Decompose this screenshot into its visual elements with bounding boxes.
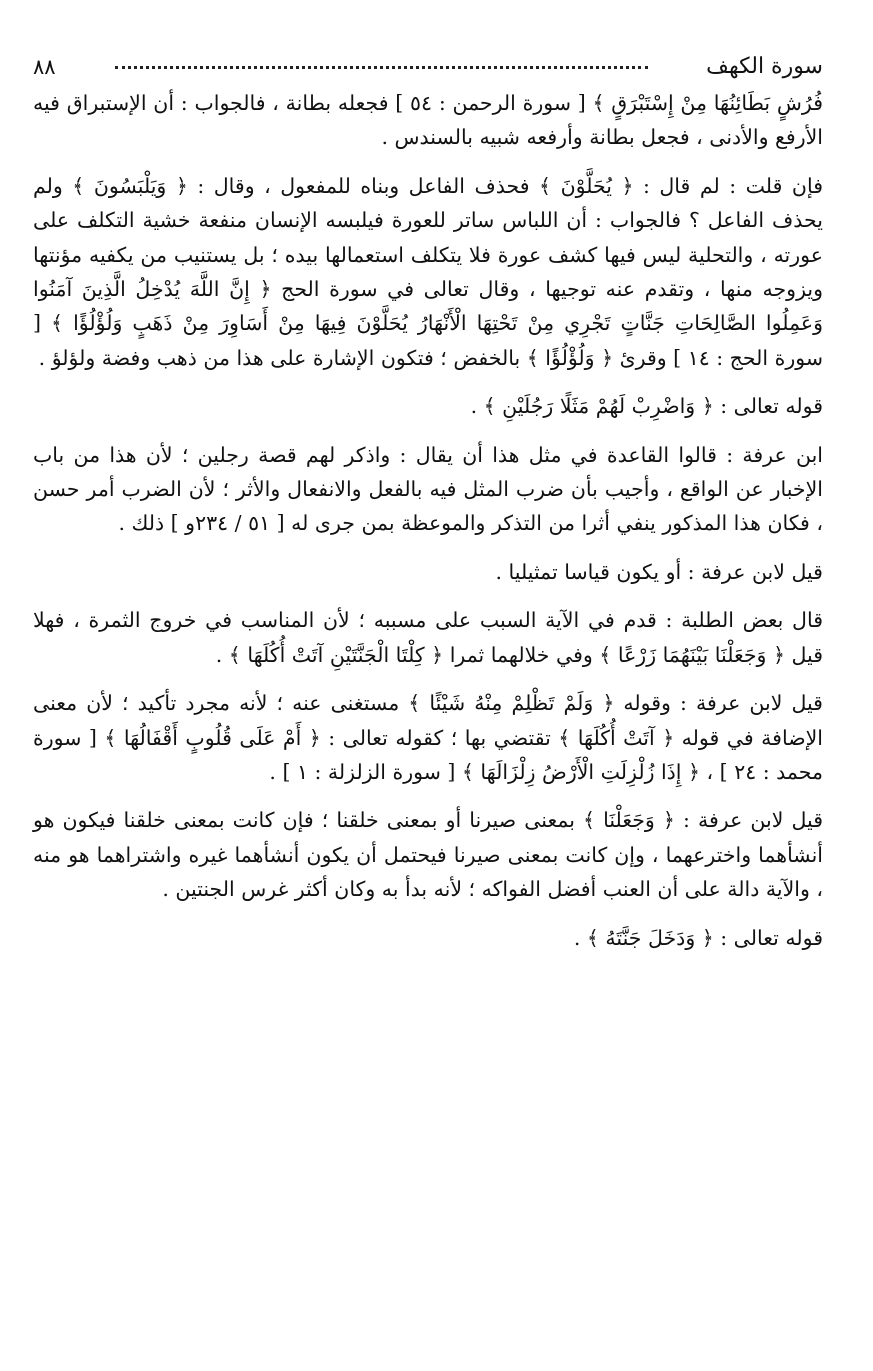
page-header [33, 52, 823, 86]
paragraph-emphasis: قيل لابن عرفة : وقوله ﴿ وَلَمْ تَظْلِمْ مِنْهُ شَيْئًا ﴾ مستغنى عنه ؛ لأنه مجرد تأكيد ؛ لأن معنى الإضافة في قوله ﴿ آتَتْ أُكُلَهَا ﴾ تقتضي بها ؛ كقوله تعالى : ﴿ أَمْ عَلَى قُلُوبٍ أَقْفَالُهَا ﴾ [ سورة محمد : ٢٤ ] ، ﴿ إِذَا زُلْزِلَتِ الْأَرْضُ زِلْزَالَهَا ﴾ [ سورة الزلزلة : ١ ] . [33, 691, 823, 784]
paragraph-ibn-arafa: ابن عرفة : قالوا القاعدة في مثل هذا أن يقال : واذكر لهم قصة رجلين ؛ لأن هذا من باب الإخبار عن الواقع ، وأجيب بأن ضرب المثل فيه بالفعل والانفعال والأثر ؛ لأن الضرب أمر حسن ، فكان هذا المذكور ينفي أثرا من التذكر والموعظة بمن جرى له [ ٥١ / ٢٣٤و ] ذلك . [33, 442, 823, 536]
paragraph-students: قال بعض الطلبة : قدم في الآية السبب على مسببه ؛ لأن المناسب في خروج الثمرة ، فهلا قيل ﴿ وَجَعَلْنَا بَيْنَهُمَا زَرْعًا ﴾ وفي خلالهما ثمرا ﴿ كِلْتَا الْجَنَّتَيْنِ آتَتْ أُكُلَهَا ﴾ . [33, 608, 823, 667]
paragraph-continuation: فُرُشٍ بَطَائِنُهَا مِنْ إِسْتَبْرَقٍ ﴾ [ سورة الرحمن : ٥٤ ] فجعله بطانة ، فالجواب : أن الإستبراق فيه الأرفع والأدنى ، فجعل بطانة وأرفعه شبيه بالسندس . [33, 91, 823, 150]
surah-title: سورة الكهف [706, 54, 823, 79]
paragraph-meaning: قيل لابن عرفة : ﴿ وَجَعَلْنَا ﴾ بمعنى صيرنا أو بمعنى خلقنا ؛ فإن كانت بمعنى خلقنا فيكون هو أنشأهما واخترعهما ، وإن كانت بمعنى صيرنا فيحتمل أن يكون أنشأهما غيره واشتراهما هو منه ، والآية دالة على أن العنب أفضل الفواكه ؛ لأنه بدأ به وكان أكثر غرس الجنتين . [33, 808, 823, 902]
paragraph-question: فإن قلت : لم قال : ﴿ يُحَلَّوْنَ ﴾ فحذف الفاعل وبناه للمفعول ، وقال : ﴿ وَيَلْبَسُونَ ﴾ ولم يحذف الفاعل ؟ فالجواب : أن اللباس ساتر للعورة فيلبسه الإنسان منفعة خشية التكلف على عورته ، والتحلية ليس فيها كشف عورة فلا يتكلف استعمالها بيده ؛ بل يستنيب من يكفيه مؤنتها ويزوجه منها ، وتقدم عنه توجيها ، وقال تعالى في سورة الحج ﴿ إِنَّ اللَّهَ يُدْخِلُ الَّذِينَ آمَنُوا وَعَمِلُوا الصَّالِحَاتِ جَنَّاتٍ تَجْرِي مِنْ تَحْتِهَا الْأَنْهَارُ يُحَلَّوْنَ فِيهَا مِنْ أَسَاوِرَ مِنْ ذَهَبٍ وَلُؤْلُؤًا ﴾ [ سورة الحج : ١٤ ] وقرئ ﴿ وَلُؤْلُؤًا ﴾ بالخفض ؛ فتكون الإشارة على هذا من ذهب وفضة ولؤلؤ . [33, 173, 823, 370]
header-dotted-leader [115, 66, 648, 69]
verse-heading: قوله تعالى : ﴿ وَاضْرِبْ لَهُمْ مَثَلًا رَجُلَيْنِ ﴾ . [470, 394, 823, 419]
verse-heading-final: قوله تعالى : ﴿ وَدَخَلَ جَنَّتَهُ ﴾ . [573, 925, 823, 950]
page-number: ٨٨ [33, 55, 56, 79]
paragraph-short-note: قيل لابن عرفة : أو يكون قياسا تمثيليا . [495, 559, 823, 584]
document-page [33, 52, 823, 1352]
